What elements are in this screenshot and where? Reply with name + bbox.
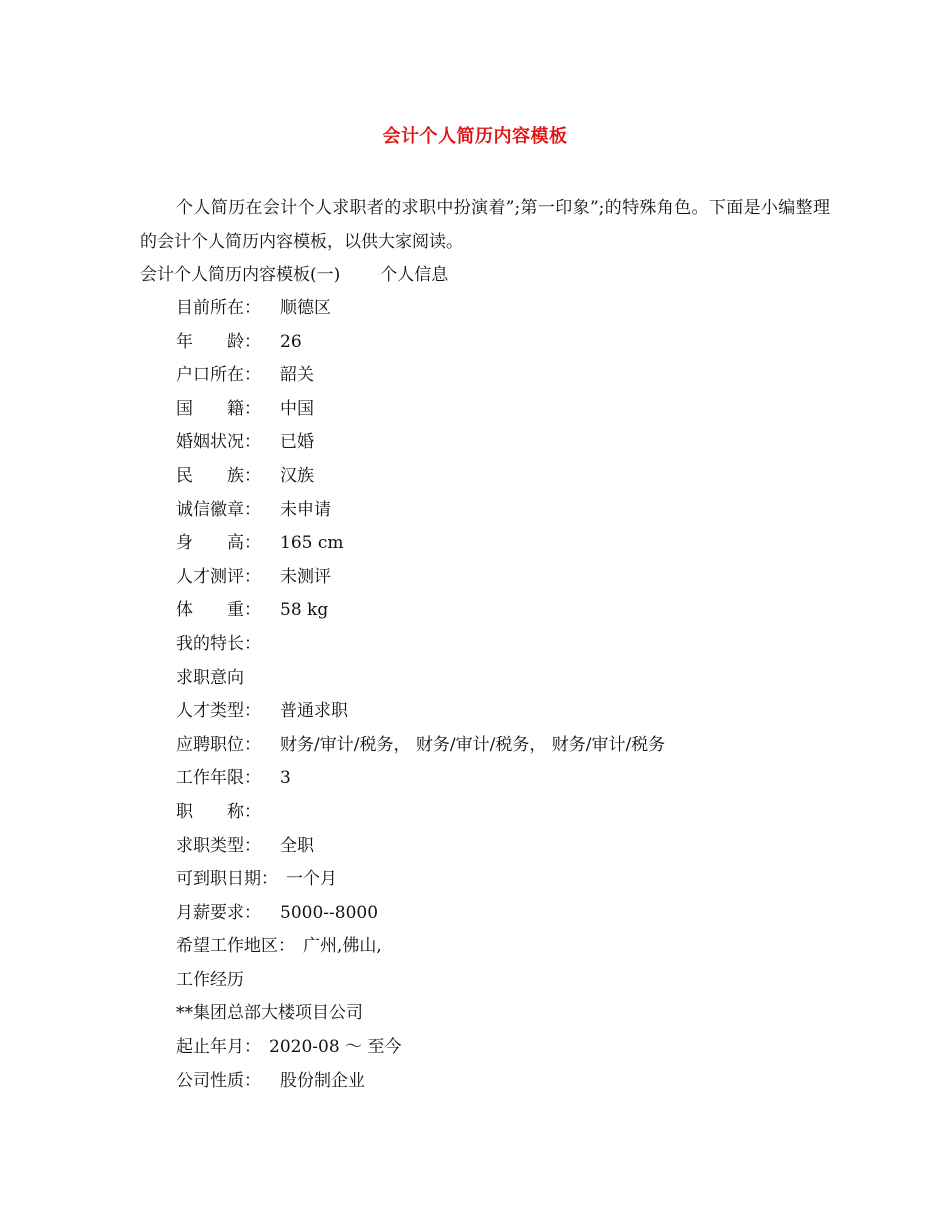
section-heading-text: 会计个人简历内容模板(一) [140,265,341,285]
line-ethnicity [176,460,876,494]
line-label: 户口所在： [176,365,261,386]
line-value: 汉族 [280,465,314,486]
line-job-intention [176,662,876,696]
line-job-type [176,830,876,864]
resume-lines [176,292,876,1098]
line-label: **集团总部大楼项目公司 [176,1003,363,1024]
line-label: 月薪要求： [176,902,261,923]
section-heading [140,259,448,291]
line-value: 未申请 [280,499,331,520]
line-weight [176,594,876,628]
line-value: 3 [280,768,291,789]
line-specialty [176,628,876,662]
line-hukou [176,359,876,393]
line-label: 体 重： [176,600,261,621]
line-talent-assessment [176,561,876,595]
line-marital-status [176,426,876,460]
line-value: 26 [280,331,302,352]
line-value: 顺德区 [280,298,331,318]
line-label: 求职类型： [176,835,261,856]
line-label: 诚信徽章： [176,499,261,520]
line-value: 财务/审计/税务， 财务/审计/税务， 财务/审计/税务 [280,734,666,755]
line-period [176,1031,876,1065]
line-job-title [176,796,876,830]
line-label: 人才测评： [176,566,261,587]
line-company-name [176,997,876,1031]
line-label: 国 籍： [176,398,261,419]
line-label: 我的特长： [176,633,261,654]
line-value: 韶关 [280,365,314,386]
line-value: 中国 [280,398,314,419]
line-value: 未测评 [280,566,331,587]
line-label: 起止年月： [176,1037,261,1058]
line-work-years [176,762,876,796]
line-label: 可到职日期： [176,869,278,890]
line-value: 已婚 [280,432,314,453]
intro-paragraph: 个人简历在会计个人求职者的求职中扮演着”;第一印象”;的特殊角色。下面是小编整理的会计个人简历内容模板，以供大家阅读。 [140,198,830,252]
line-label: 民 族： [176,465,261,486]
line-label: 希望工作地区： [176,936,295,957]
line-value: 5000--8000 [280,902,379,923]
line-label: 年 龄： [176,331,261,352]
line-height [176,527,876,561]
line-label: 工作经历 [176,969,244,990]
line-label: 公司性质： [176,1070,261,1091]
line-applied-position [176,729,876,763]
line-label: 身 高： [176,533,261,554]
line-available-date [176,863,876,897]
line-work-experience [176,964,876,998]
line-age [176,326,876,360]
line-talent-type [176,695,876,729]
line-value: 2020-08 ～ 至今 [269,1037,402,1058]
line-value: 广州,佛山, [303,936,382,957]
line-label: 工作年限： [176,768,261,789]
document-title: 会计个人简历内容模板 [382,126,568,147]
line-value: 58 kg [280,600,329,621]
line-label: 人才类型： [176,701,261,722]
line-integrity-badge [176,494,876,528]
line-desired-region [176,930,876,964]
line-label: 职 称： [176,801,261,822]
line-label: 求职意向 [176,667,244,688]
line-value: 股份制企业 [280,1070,365,1091]
line-nationality [176,393,876,427]
line-value: 165 cm [280,533,344,554]
line-company-nature [176,1065,876,1099]
line-salary [176,897,876,931]
line-label: 应聘职位： [176,734,261,755]
line-label: 目前所在： [176,298,261,318]
line-current-location [176,292,876,326]
line-value: 全职 [280,835,314,856]
line-label: 婚姻状况： [176,432,261,453]
section-subheading: 个人信息 [380,265,449,285]
line-value: 普通求职 [280,701,348,722]
line-value: 一个月 [286,869,337,890]
